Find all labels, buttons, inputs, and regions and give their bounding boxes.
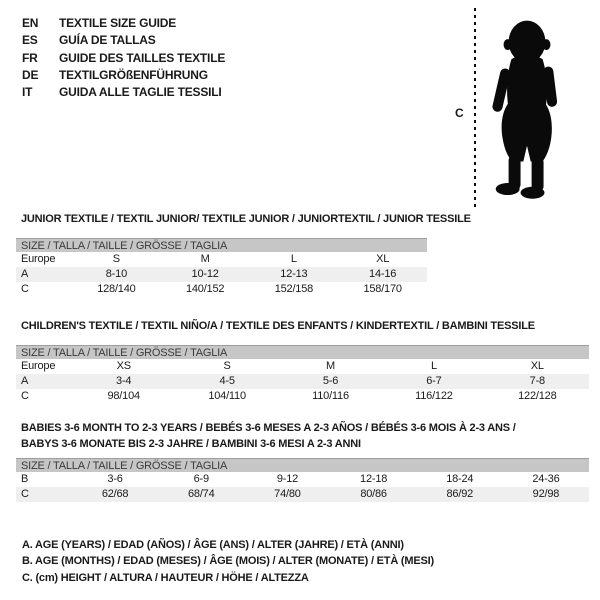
size-value-cell: 4-5 (219, 375, 235, 387)
size-value-cell: 128/140 (97, 283, 136, 295)
size-value-cell: 10-12 (191, 268, 219, 280)
size-value-cell: 116/122 (415, 390, 453, 402)
size-value-cell: XS (116, 360, 131, 372)
size-value-cell: 5-6 (322, 375, 339, 387)
size-value-cell: S (112, 253, 120, 265)
table-row (16, 252, 427, 267)
row-label: C (21, 390, 29, 402)
size-value-cell: 158/170 (363, 283, 402, 295)
row-label: A (21, 375, 29, 387)
language-title: TEXTILGRÖßENFÜHRUNG (59, 67, 208, 82)
size-value-cell: XL (376, 253, 390, 265)
size-value-cell: 86/92 (446, 488, 474, 500)
size-value-cell: 68/74 (187, 488, 215, 500)
row-label: C (21, 283, 29, 295)
size-value-cell: 7-8 (529, 375, 545, 387)
size-value-cell: 3-4 (116, 375, 132, 387)
size-value-cell: 6-9 (193, 473, 209, 485)
size-value-cell: 12-13 (280, 268, 308, 280)
size-header-bar: SIZE / TALLA / TAILLE / GRÖSSE / TAGLIA (16, 458, 589, 472)
babies-textile-section (16, 420, 589, 502)
size-value-cell: 8-10 (105, 268, 127, 280)
size-value-cell: 14-16 (369, 268, 397, 280)
size-value-cell: 18-24 (446, 473, 474, 485)
language-title: GUIDA ALLE TAGLIE TESSILI (59, 85, 222, 100)
size-value-cell: 152/158 (274, 283, 314, 295)
size-value-cell: 9-12 (276, 473, 299, 485)
legend-line: B. AGE (MONTHS) / EDAD (MESES) / ÂGE (MOIS) / ALTER (MONATE) / ETÀ (MESI) (22, 555, 434, 568)
size-value-cell: 24-36 (532, 473, 560, 485)
baby-silhouette-icon (481, 8, 573, 210)
size-value-cell: 92/98 (532, 488, 560, 500)
language-header (22, 15, 225, 101)
table-row (16, 487, 589, 502)
size-value-cell: 6-7 (426, 375, 442, 387)
table-title: CHILDREN'S TEXTILE / TEXTIL NIÑO/A / TEXTILE DES ENFANTS / KINDERTEXTIL / BAMBINI TESSILE (21, 320, 535, 332)
table-title: BABIES 3-6 MONTH TO 2-3 YEARS / BEBÉS 3-6 MESES A 2-3 AÑOS / BÉBÉS 3-6 MOIS À 2-3 ANS / (21, 422, 516, 434)
language-title: GUÍA DE TALLAS (59, 33, 156, 48)
size-value-cell: L (430, 360, 437, 372)
language-code: FR (22, 50, 38, 65)
size-value-cell: 74/80 (274, 488, 301, 500)
size-value-cell: 62/68 (101, 488, 129, 500)
childrens-textile-section (16, 318, 589, 404)
size-value-cell: XL (530, 360, 544, 372)
language-code: IT (22, 85, 33, 100)
junior-textile-section (16, 211, 471, 297)
size-value-cell: 98/104 (107, 390, 140, 402)
language-row (22, 32, 225, 49)
size-value-cell: 104/110 (208, 390, 246, 402)
size-value-cell: 80/86 (360, 488, 387, 500)
height-measure-label: C (455, 106, 464, 120)
row-label: A (21, 268, 29, 280)
size-table (16, 345, 589, 404)
size-value-cell: L (290, 253, 297, 265)
size-value-cell: 110/116 (312, 390, 349, 402)
table-row (16, 267, 427, 282)
table-row (16, 472, 589, 487)
table-row (16, 282, 427, 297)
size-table (16, 458, 589, 502)
size-header-bar: SIZE / TALLA / TAILLE / GRÖSSE / TAGLIA (16, 345, 589, 359)
table-title: BABYS 3-6 MONATE BIS 2-3 JAHRE / BAMBINI 3-6 MESI A 2-3 ANNI (21, 438, 361, 450)
legend-line: A. AGE (YEARS) / EDAD (AÑOS) / ÂGE (ANS) / ALTER (JAHRE) / ETÀ (ANNI) (22, 539, 404, 551)
table-row (16, 359, 589, 374)
size-table (16, 238, 427, 297)
language-row (22, 84, 225, 101)
size-value-cell: 140/152 (185, 283, 225, 295)
language-title: GUIDE DES TAILLES TEXTILE (59, 50, 226, 65)
table-row (16, 374, 589, 389)
row-label: C (21, 488, 29, 500)
size-header-bar: SIZE / TALLA / TAILLE / GRÖSSE / TAGLIA (16, 238, 427, 252)
language-row (22, 15, 225, 32)
row-label: Europe (21, 360, 56, 372)
row-label: Europe (21, 253, 56, 265)
table-row (16, 389, 589, 404)
size-value-cell: M (326, 360, 335, 372)
row-label: B (21, 473, 29, 485)
legend (22, 537, 434, 586)
size-value-cell: S (223, 360, 231, 372)
table-title: JUNIOR TEXTILE / TEXTIL JUNIOR/ TEXTILE JUNIOR / JUNIORTEXTIL / JUNIOR TESSILE (21, 213, 471, 225)
size-value-cell: M (200, 253, 210, 265)
legend-line: C. (cm) HEIGHT / ALTURA / HAUTEUR / HÖHE / ALTEZZA (22, 571, 309, 584)
size-value-cell: 122/128 (518, 390, 557, 402)
language-code: ES (22, 33, 38, 48)
height-measure-dashed-line (474, 8, 476, 208)
language-code: EN (22, 16, 39, 30)
language-code: DE (22, 67, 39, 82)
size-value-cell: 12-18 (360, 473, 388, 485)
language-title: TEXTILE SIZE GUIDE (59, 16, 177, 30)
language-row (22, 50, 225, 67)
size-value-cell: 3-6 (107, 473, 123, 485)
language-row (22, 67, 225, 84)
